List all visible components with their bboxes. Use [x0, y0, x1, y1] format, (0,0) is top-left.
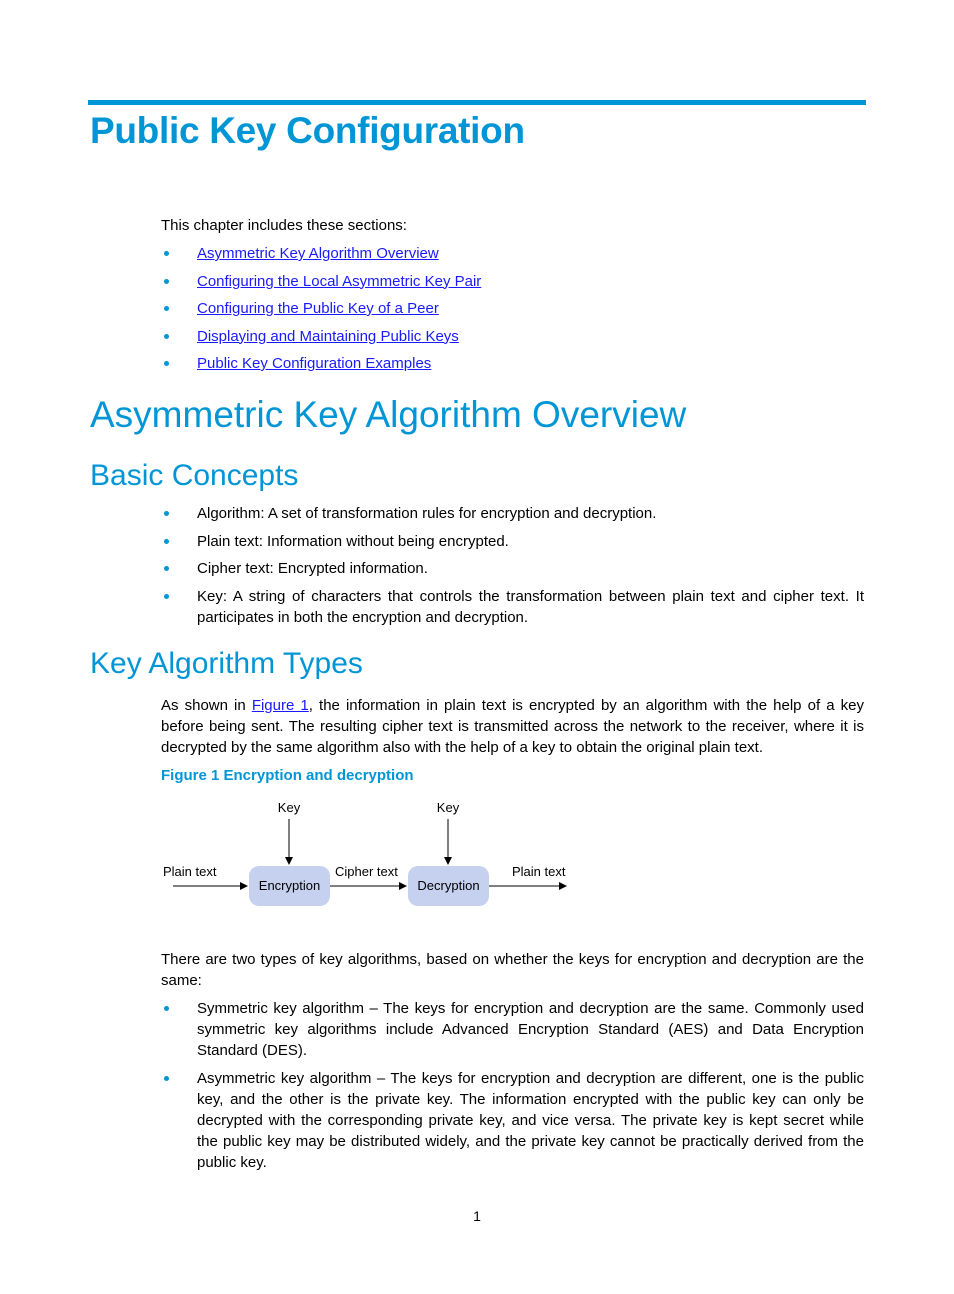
- toc-item: [161, 271, 864, 299]
- list-item: Symmetric key algorithm – The keys for encryption and decryption are the same. Commonly used symmetric key algorithms include Advanced Encryption Standard (AES) and Data Encryption Standard (DES).: [161, 998, 864, 1061]
- plain-text-input-label: Plain text: [163, 864, 217, 879]
- list-item: Algorithm: A set of transformation rules for encryption and decryption.: [161, 503, 864, 524]
- figure-1-link[interactable]: Figure 1: [251, 697, 309, 714]
- types-paragraph-prefix: As shown in: [161, 697, 252, 714]
- list-item: Plain text: Information without being encrypted.: [161, 531, 864, 552]
- key-label-decryption: Key: [436, 800, 460, 815]
- page-number: 1: [473, 1208, 481, 1224]
- list-item: Key: A string of characters that controls the transformation between plain text and cipher text. It participates in both the encryption and decryption.: [161, 586, 864, 628]
- intro-text: This chapter includes these sections:: [161, 217, 407, 234]
- figure-caption: Figure 1 Encryption and decryption: [161, 767, 414, 784]
- key-label-encryption: Key: [277, 800, 301, 815]
- encryption-diagram: [155, 795, 585, 915]
- types-paragraph-suffix: , the information in plain text is encrypted by an algorithm with the help of a key before being sent. The resulting cipher text is transmitted across the network to the receiver, where it is decrypted by the same algorithm also with the help of a key to obtain the original plain text.: [161, 697, 864, 756]
- toc-item: [161, 298, 864, 326]
- section-title: Asymmetric Key Algorithm Overview: [90, 394, 687, 435]
- toc-item: [161, 243, 864, 271]
- toc-link-peer-public-key[interactable]: Configuring the Public Key of a Peer: [197, 300, 439, 317]
- toc-link-local-key-pair[interactable]: Configuring the Local Asymmetric Key Pair: [197, 272, 482, 290]
- list-item: Asymmetric key algorithm – The keys for encryption and decryption are different, one is the public key, and the other is the private key. The information encrypted with the public key can only be decrypted with the corresponding private key, and vice versa. The private key is kept secret while the public key may be distributed widely, and the private key cannot be practically derived from the public key.: [161, 1068, 864, 1173]
- cipher-text-label: Cipher text: [335, 864, 398, 879]
- decryption-label: Decryption: [417, 878, 480, 893]
- types-paragraph-2: There are two types of key algorithms, based on whether the keys for encryption and decryption are the same:: [161, 951, 864, 989]
- list-item: Cipher text: Encrypted information.: [161, 558, 864, 579]
- section-toc: [161, 243, 864, 381]
- toc-link-examples[interactable]: Public Key Configuration Examples: [197, 355, 432, 372]
- key-algorithm-types-heading: Key Algorithm Types: [90, 647, 363, 680]
- chapter-title: Public Key Configuration: [90, 110, 525, 151]
- basic-concepts-list: [161, 503, 864, 628]
- toc-link-display-maintain[interactable]: Displaying and Maintaining Public Keys: [197, 327, 459, 345]
- types-paragraph: [161, 695, 864, 758]
- toc-item: [161, 353, 864, 381]
- key-types-list: [161, 998, 864, 1173]
- plain-text-output-label: Plain text: [512, 864, 566, 879]
- toc-link-overview[interactable]: Asymmetric Key Algorithm Overview: [197, 245, 439, 262]
- title-rule: [88, 100, 866, 105]
- basic-concepts-heading: Basic Concepts: [90, 459, 299, 492]
- encryption-label: Encryption: [258, 878, 321, 893]
- toc-item: [161, 326, 864, 354]
